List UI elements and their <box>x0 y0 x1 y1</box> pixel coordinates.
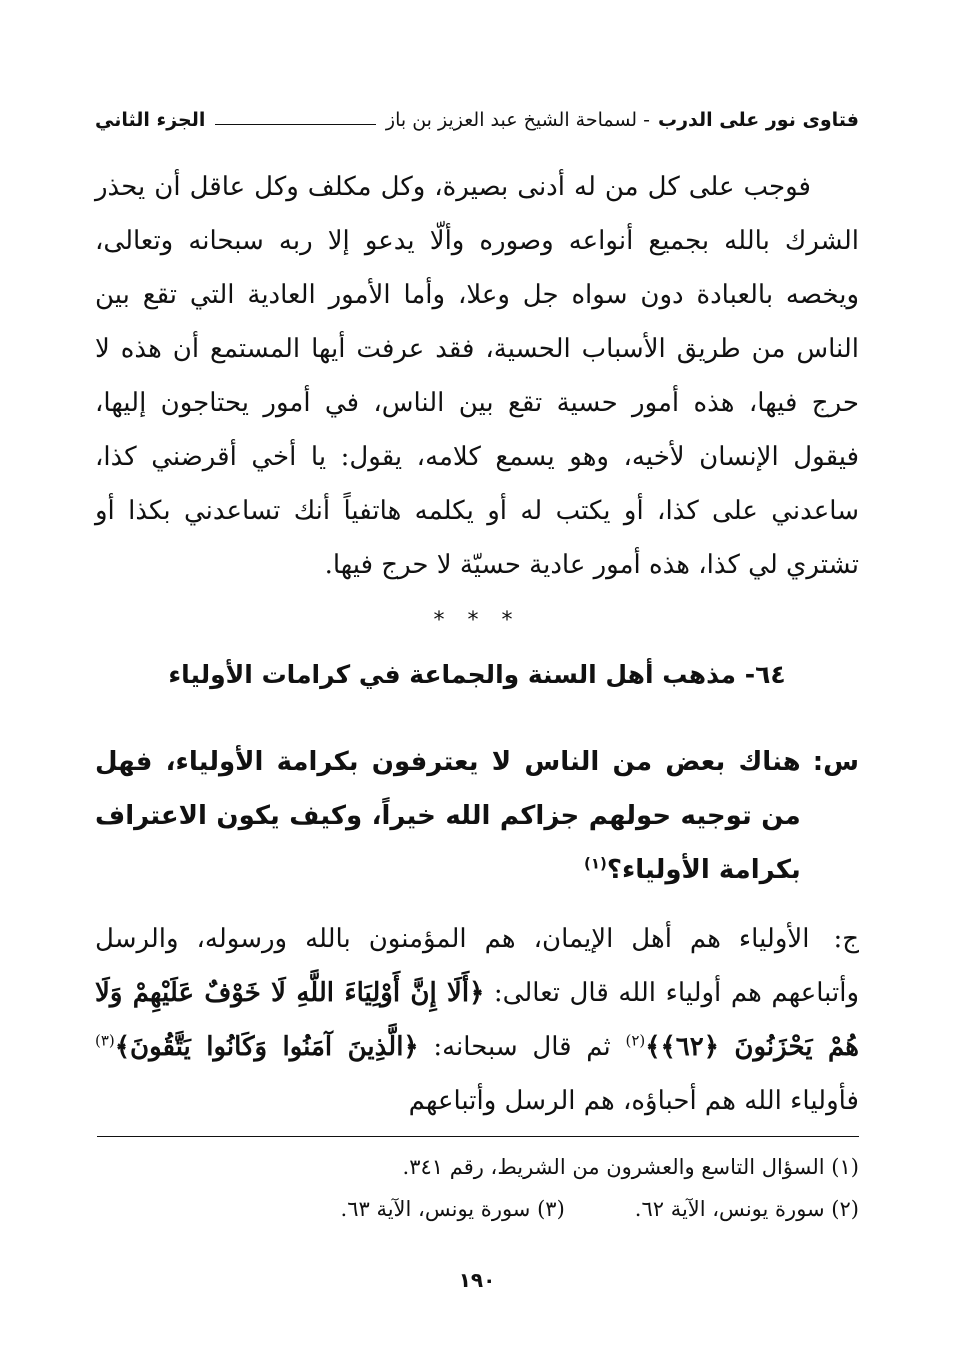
question-body <box>95 735 801 897</box>
running-header <box>95 100 859 140</box>
footnote-ref-1: (١) <box>584 854 607 873</box>
paragraph-text: فوجب على كل من له أدنى بصيرة، وكل مكلف وكل عاقل أن يحذر الشرك بالله بجميع أنواعه وصوره وألّا يدعو إلا ربه سبحانه وتعالى، ويخصه بالعبادة دون سواه جل وعلا، وأما الأمور العادية التي تقع بين الناس من طريق الأسباب الحسية، فقد عرفت أيها المستمع أن هذه لا حرج فيها، هذه أمور حسية تقع بين الناس، في أمور يحتاجون إليها، فيقول الإنسان لأخيه، وهو يسمع كلامه، يقول: يا أخي أقرضني كذا، ساعدني على كذا، أو يكتب له أو يكلمه هاتفياً أنك تساعدني بكذا أو تشتري لي كذا، هذه أمور عادية حسيّة لا حرج فيها. <box>95 172 860 580</box>
header-rule <box>215 124 376 125</box>
footnote-ref-2: (٢) <box>625 1031 646 1050</box>
answer-label: ج: <box>833 924 859 954</box>
volume-label: الجزء الثاني <box>95 109 206 131</box>
footnote-2: (٢) سورة يونس، الآية ٦٢. <box>634 1197 859 1221</box>
footnote-rule <box>97 1136 859 1137</box>
question-text: هناك بعض من الناس لا يعترفون بكرامة الأولياء، فهل من توجيه حولهم جزاكم الله خيراً، وكيف يكون الاعتراف بكرامة الأولياء؟ <box>95 747 801 885</box>
answer-text-3: فأولياء الله هم أحباؤه، هم الرسل وأتباعهم <box>408 1086 859 1116</box>
book-title: فتاوى نور على الدرب <box>658 109 859 131</box>
answer-text-1: الأولياء هم أهل الإيمان، هم المؤمنون بالله ورسوله، والرسل وأتباعهم هم أولياء الله قال تعالى: <box>95 924 860 1008</box>
section-title: ٦٤- مذهب أهل السنة والجماعة في كرامات الأولياء <box>168 660 786 689</box>
footnote-ref-3: (٣) <box>95 1031 115 1050</box>
footnote-1: (١) السؤال التاسع والعشرون من الشريط، رقم ٣٤١. <box>402 1155 859 1179</box>
quran-verse-2: ﴿الَّذِينَ آمَنُوا وَكَانُوا يَتَّقُونَ﴾ <box>114 1032 419 1062</box>
page-number: ١٩٠ <box>458 1268 496 1292</box>
answer-text-2: ثم قال سبحانه: <box>433 1032 611 1062</box>
footnotes <box>95 1146 859 1230</box>
answer-block <box>95 912 859 1128</box>
footnote-row <box>95 1188 859 1230</box>
author-name: - لسماحة الشيخ عبد العزيز بن باز <box>385 109 650 131</box>
section-separator: * * * <box>433 608 521 633</box>
body-paragraph <box>95 160 859 592</box>
question-label: س: <box>812 747 859 777</box>
question-block <box>95 735 859 897</box>
quran-verse-1: ﴿أَلَا إِنَّ أَوْلِيَاءَ اللَّهِ لَا خَوْفٌ عَلَيْهِمْ وَلَا هُمْ يَحْزَنُونَ ﴿٦٢﴾﴾ <box>95 978 860 1062</box>
footnote-3: (٣) سورة يونس، الآية ٦٣. <box>340 1197 565 1221</box>
